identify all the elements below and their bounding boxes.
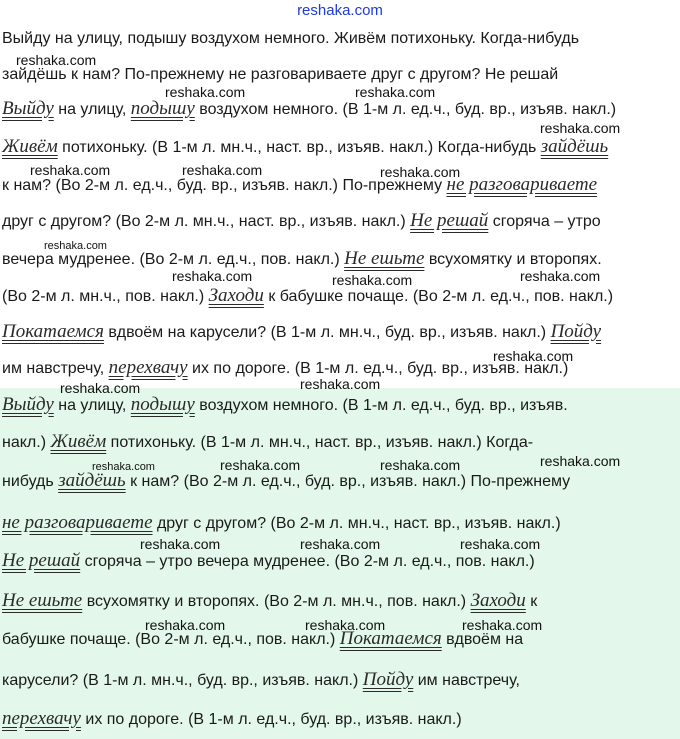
answer-line — [2, 321, 678, 344]
answer-line — [2, 512, 678, 535]
watermark: reshaka.com — [165, 84, 246, 100]
verb-highlight: Пойду — [362, 669, 414, 690]
text-span: друг с другом? (Во 2-м л. мн.ч., наст. вр., изъяв. накл.) — [2, 213, 406, 230]
text-span: сгоряча – утро вечера мудренее. (Во 2-м л. ед.ч., пов. накл.) — [84, 553, 535, 570]
verb-highlight: Не решай — [410, 210, 489, 231]
text-span: бабушке почаще. (Во 2-м л. ед.ч., пов. накл.) — [2, 631, 336, 648]
answer-line — [2, 210, 678, 233]
verb-highlight: Выйду — [2, 98, 54, 119]
watermark: reshaka.com — [140, 536, 221, 552]
watermark: reshaka.com — [380, 164, 461, 180]
verb-highlight: Не ешьте — [2, 590, 83, 611]
verb-highlight: Не решай — [2, 550, 81, 571]
watermark: reshaka.com — [182, 162, 263, 178]
watermark: reshaka.com — [493, 348, 574, 364]
answer-line — [2, 394, 678, 417]
watermark: reshaka.com — [60, 380, 141, 396]
answer-line — [2, 98, 678, 121]
answer-line — [2, 470, 678, 493]
watermark: reshaka.com — [355, 84, 436, 100]
text-span: их по дороге. (В 1-м л. ед.ч., буд. вр., изъяв. накл.) — [192, 360, 569, 377]
verb-highlight: Живём — [50, 431, 107, 452]
text-span: к нам? (Во 2-м л. ед.ч., буд. вр., изъяв. накл.) По-прежнему — [2, 177, 443, 194]
task-line: Выйду на улицу, подышу воздухом немного. Живём потихоньку. Когда-нибудь — [2, 30, 580, 47]
answer-line — [2, 550, 678, 573]
text-span: всухомятку и второпях. — [428, 251, 602, 268]
verb-highlight: Заходи — [208, 285, 264, 306]
watermark: reshaka.com — [30, 162, 111, 178]
verb-highlight: не разговариваете — [446, 174, 598, 195]
text-span: им навстречу, — [2, 360, 105, 377]
text-span: на улицу, — [58, 397, 127, 414]
task-line: зайдёшь к нам? По-прежнему не разговариваете друг с другом? Не решай — [2, 66, 559, 83]
answer-line — [2, 285, 678, 308]
site-header — [0, 0, 680, 24]
verb-highlight: не разговариваете — [2, 512, 153, 533]
text-span: вдвоём на — [446, 631, 524, 648]
answer-block-highlighted — [0, 388, 680, 739]
watermark: reshaka.com — [462, 617, 543, 633]
verb-highlight: перехвачу — [108, 357, 188, 378]
watermark: reshaka.com — [540, 120, 621, 136]
text-span: сгоряча – утро — [492, 213, 601, 230]
text-span: к — [530, 593, 538, 610]
watermark: reshaka.com — [520, 268, 601, 284]
verb-highlight: Выйду — [2, 394, 54, 415]
watermark: reshaka.com — [44, 240, 107, 252]
watermark: reshaka.com — [172, 268, 253, 284]
watermark: reshaka.com — [92, 461, 155, 473]
answer-line — [2, 136, 678, 159]
answer-line — [2, 669, 678, 692]
watermark: reshaka.com — [305, 617, 386, 633]
text-span: накл.) — [2, 434, 47, 451]
verb-highlight: зайдёшь — [540, 136, 609, 157]
verb-highlight: Пойду — [550, 321, 602, 342]
text-span: к бабушке почаще. (Во 2-м л. ед.ч., пов. накл.) — [268, 288, 614, 305]
text-span: потихоньку. (В 1-м л. мн.ч., наст. вр., изъяв. накл.) Когда- — [110, 434, 534, 451]
verb-highlight: Покатаемся — [339, 628, 442, 649]
watermark: reshaka.com — [220, 457, 301, 473]
watermark: reshaka.com — [145, 617, 226, 633]
answer-line — [2, 431, 678, 454]
text-span: на улицу, — [58, 101, 127, 118]
text-span: вдвоём на карусели? (В 1-м л. мн.ч., буд. вр., изъяв. накл.) — [108, 324, 547, 341]
text-span: всухомятку и второпях. (Во 2-м л. мн.ч., пов. накл.) — [86, 593, 467, 610]
watermark: reshaka.com — [300, 376, 381, 392]
verb-highlight: Заходи — [470, 590, 526, 611]
verb-highlight: подышу — [130, 394, 195, 415]
verb-highlight: Покатаемся — [2, 321, 104, 342]
watermark: reshaka.com — [300, 536, 381, 552]
text-span: карусели? (В 1-м л. мн.ч., буд. вр., изъяв. накл.) — [2, 672, 359, 689]
verb-highlight: Не ешьте — [344, 248, 425, 269]
verb-highlight: зайдёшь — [58, 470, 126, 491]
verb-highlight: подышу — [130, 98, 195, 119]
watermark: reshaka.com — [540, 453, 621, 469]
text-span: им навстречу, — [417, 672, 520, 689]
task-text — [0, 26, 680, 92]
watermark: reshaka.com — [380, 457, 461, 473]
text-span: к нам? (Во 2-м л. ед.ч., буд. вр., изъяв. накл.) По-прежнему — [130, 473, 571, 490]
text-span: вечера мудренее. (Во 2-м л. ед.ч., пов. накл.) — [2, 251, 340, 268]
text-span: потихоньку. (В 1-м л. мн.ч., наст. вр., изъяв. накл.) Когда-нибудь — [62, 139, 537, 156]
text-span: их по дороге. (В 1-м л. ед.ч., буд. вр., изъяв. накл.) — [85, 711, 462, 728]
text-span: (Во 2-м л. мн.ч., пов. накл.) — [2, 288, 205, 305]
text-span: воздухом немного. (В 1-м л. ед.ч., буд. вр., изъяв. — [199, 397, 568, 414]
answer-line — [2, 590, 678, 613]
verb-highlight: перехвачу — [2, 708, 81, 729]
text-span: друг с другом? (Во 2-м л. мн.ч., наст. вр., изъяв. накл.) — [156, 515, 561, 532]
verb-highlight: Живём — [2, 136, 58, 157]
watermark: reshaka.com — [16, 52, 97, 68]
answer-line — [2, 708, 678, 731]
watermark: reshaka.com — [460, 536, 541, 552]
watermark: reshaka.com — [332, 272, 413, 288]
text-span: нибудь — [2, 473, 54, 490]
site-logo-link[interactable]: reshaka.com — [297, 2, 383, 19]
text-span: воздухом немного. (В 1-м л. ед.ч., буд. вр., изъяв. накл.) — [199, 101, 617, 118]
